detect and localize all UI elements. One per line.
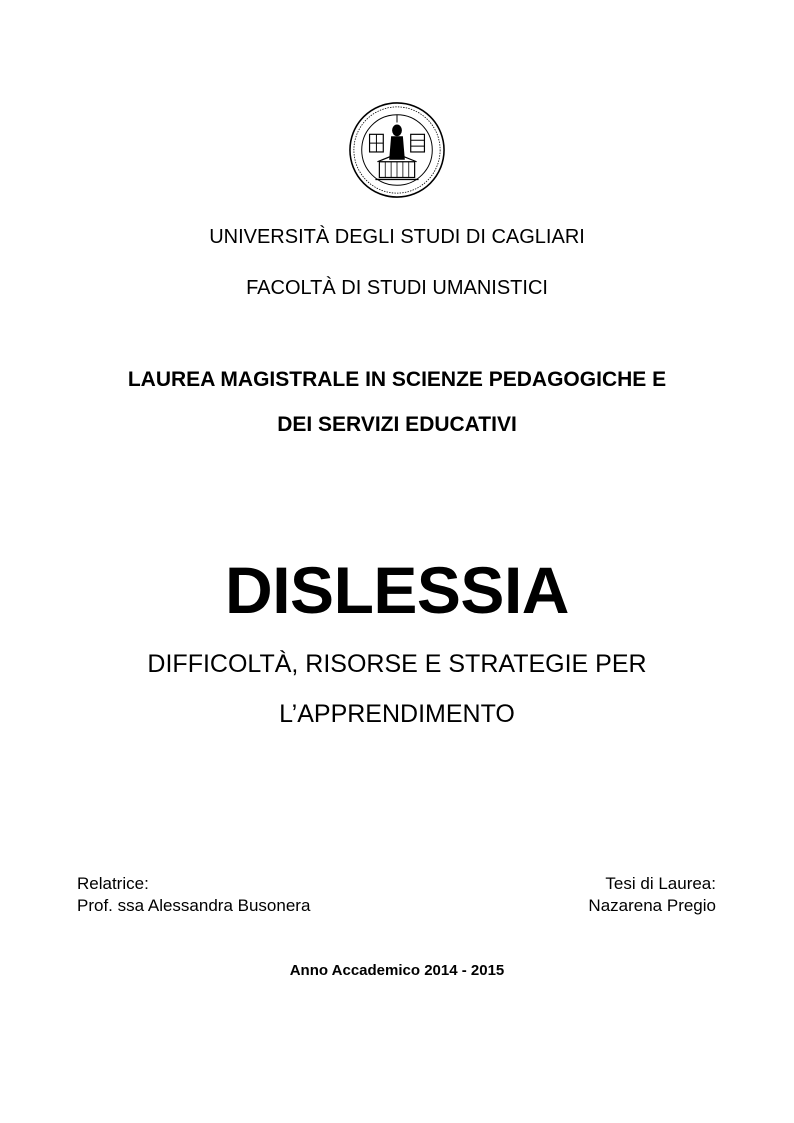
candidate-name: Nazarena Pregio [588,896,716,915]
university-seal-icon [348,101,446,199]
academic-year: Anno Accademico 2014 - 2015 [289,962,505,979]
supervisor-label: Relatrice: [77,874,149,893]
candidate-block [588,873,716,917]
supervisor-name: Prof. ssa Alessandra Busonera [77,896,311,915]
thesis-title: DISLESSIA [225,553,569,627]
thesis-subtitle-line-2: L’APPRENDIMENTO [279,700,515,728]
university-name: UNIVERSITÀ DEGLI STUDI DI CAGLIARI [209,226,585,248]
supervisor-block [77,873,310,917]
faculty-name: FACOLTÀ DI STUDI UMANISTICI [246,277,548,299]
candidate-label: Tesi di Laurea: [605,874,716,893]
degree-line-1: LAUREA MAGISTRALE IN SCIENZE PEDAGOGICHE E [127,368,667,391]
degree-line-2: DEI SERVIZI EDUCATIVI [277,413,517,436]
thesis-subtitle-line-1: DIFFICOLTÀ, RISORSE E STRATEGIE PER [147,650,647,678]
